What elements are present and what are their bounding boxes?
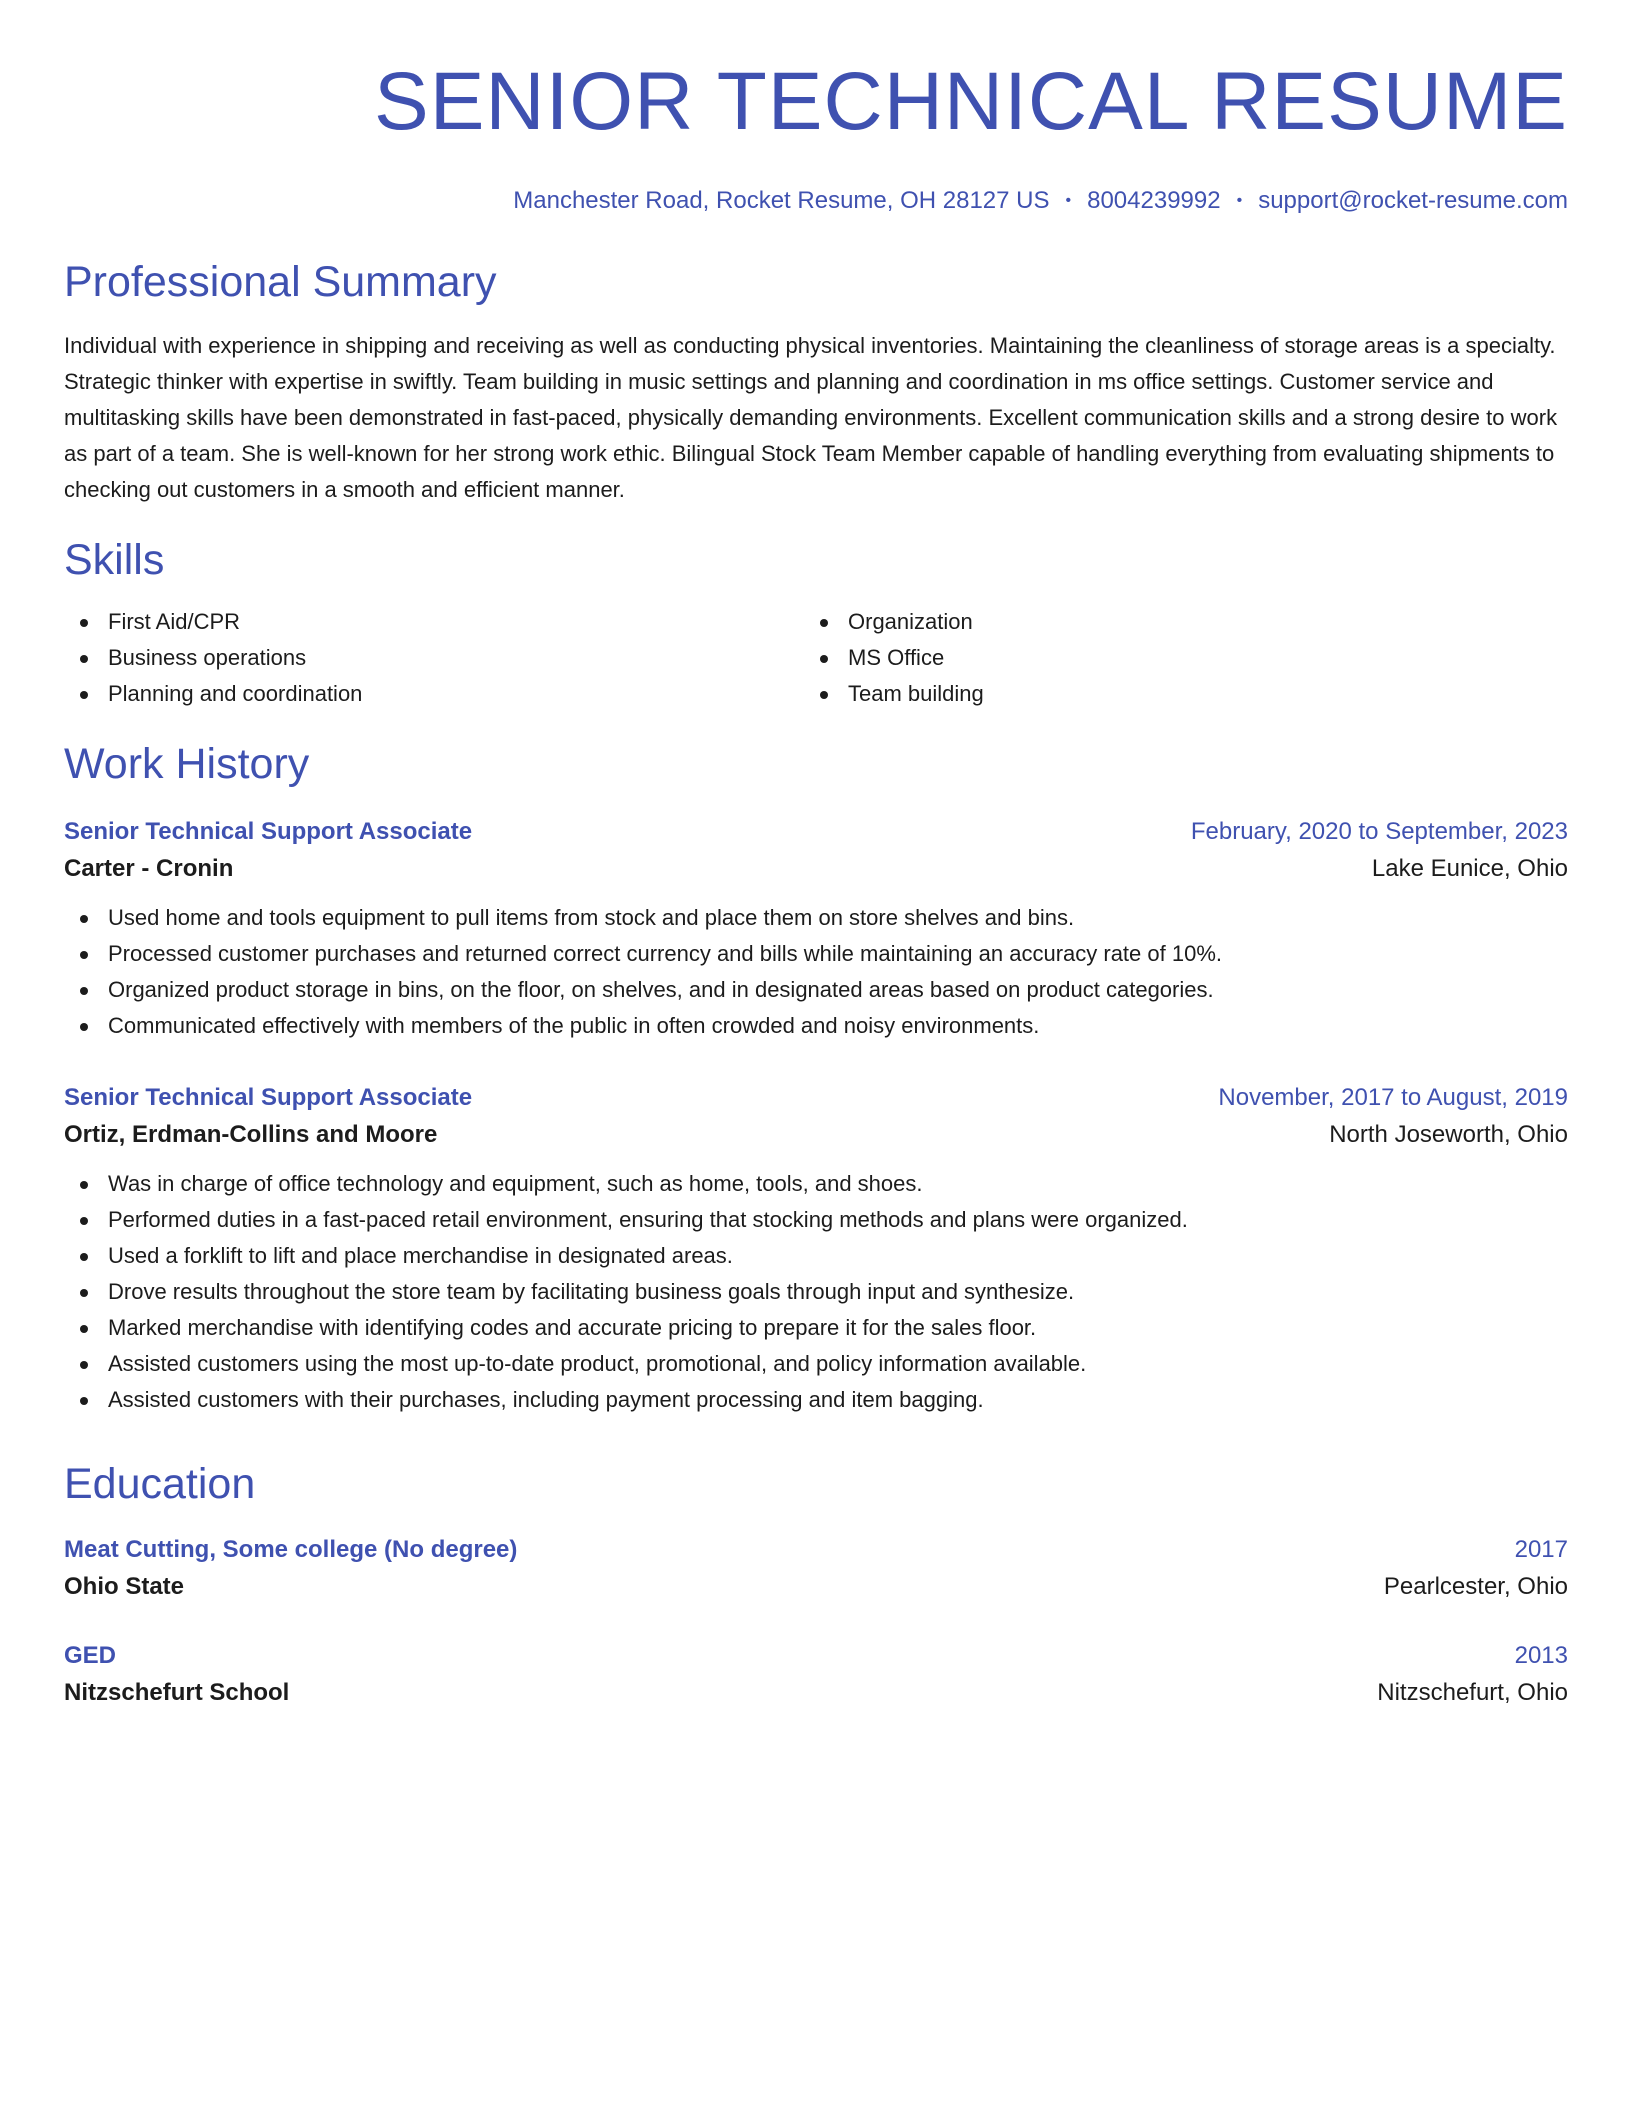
- education-section: [64, 1458, 1568, 1712]
- education-entry: [64, 1532, 1568, 1606]
- summary-section: [64, 256, 1568, 508]
- job-duty: Drove results throughout the store team by facilitating business goals through input and synthesize.: [64, 1274, 1568, 1310]
- job-company-row: [64, 850, 1568, 888]
- education-school: Ohio State: [64, 1573, 185, 1600]
- education-year: 2013: [1514, 1642, 1568, 1669]
- job-company-row: [64, 1116, 1568, 1154]
- education-school-row: [64, 1674, 1568, 1712]
- education-school-row: [64, 1568, 1568, 1606]
- contact-phone[interactable]: 8004239992: [1087, 187, 1221, 214]
- job-duty: Organized product storage in bins, on the floor, on shelves, and in designated areas based on product categories.: [64, 972, 1568, 1008]
- education-school: Nitzschefurt School: [64, 1679, 290, 1706]
- job-duties-list: [64, 900, 1568, 1044]
- job-duty: Communicated effectively with members of the public in often crowded and noisy environments.: [64, 1008, 1568, 1044]
- skill-item: Organization: [804, 604, 1544, 640]
- job-entry: [64, 1080, 1568, 1418]
- contact-separator: •: [1065, 192, 1072, 209]
- education-entry: [64, 1638, 1568, 1712]
- section-title-work-history: Work History: [64, 740, 310, 788]
- job-duty: Used home and tools equipment to pull items from stock and place them on store shelves and bins.: [64, 900, 1568, 936]
- education-location: Nitzschefurt, Ohio: [1377, 1679, 1568, 1706]
- summary-text: Individual with experience in shipping and receiving as well as conducting physical inventories. Maintaining the cleanliness of storage areas is a specialty. Strategic thinker with expertise in swiftly. Team building in music settings and planning and coordination in ms office settings. Customer service and multitasking skills have been demonstrated in fast-paced, physically demanding environments. Excellent communication skills and a strong desire to work as part of a team. She is well-known for her strong work ethic. Bilingual Stock Team Member capable of handling everything from evaluating shipments to checking out customers in a smooth and efficient manner.: [64, 333, 1558, 502]
- job-title: Senior Technical Support Associate: [64, 1084, 473, 1111]
- contact-separator: •: [1236, 192, 1243, 209]
- section-title-skills: Skills: [64, 536, 165, 584]
- work-history-section: [64, 738, 1568, 1418]
- education-header-row: [64, 1532, 1568, 1568]
- job-duties-list: [64, 1166, 1568, 1418]
- skills-columns: [64, 604, 1568, 712]
- job-dates: February, 2020 to September, 2023: [1190, 818, 1568, 845]
- education-header-row: [64, 1638, 1568, 1674]
- job-duty: Performed duties in a fast-paced retail environment, ensuring that stocking methods and plans were organized.: [64, 1202, 1568, 1238]
- job-header-row: [64, 1080, 1568, 1116]
- education-year: 2017: [1514, 1536, 1568, 1563]
- job-duty: Assisted customers with their purchases, including payment processing and item bagging.: [64, 1382, 1568, 1418]
- contact-email[interactable]: support@rocket-resume.com: [1258, 187, 1568, 214]
- education-degree: Meat Cutting, Some college (No degree): [64, 1536, 518, 1563]
- skill-item: Business operations: [64, 640, 804, 676]
- job-title: Senior Technical Support Associate: [64, 818, 473, 845]
- skill-item: Planning and coordination: [64, 676, 804, 712]
- job-duty: Processed customer purchases and returned correct currency and bills while maintaining an accuracy rate of 10%.: [64, 936, 1568, 972]
- education-degree: GED: [64, 1642, 117, 1669]
- skills-section: [64, 534, 1568, 712]
- education-location: Pearlcester, Ohio: [1383, 1573, 1568, 1600]
- job-duty: Used a forklift to lift and place merchandise in designated areas.: [64, 1238, 1568, 1274]
- job-location: North Joseworth, Ohio: [1329, 1121, 1568, 1148]
- skill-item: Team building: [804, 676, 1544, 712]
- skills-list-right: [804, 604, 1544, 712]
- contact-address: Manchester Road, Rocket Resume, OH 28127 US: [513, 187, 1050, 214]
- job-duty: Assisted customers using the most up-to-date product, promotional, and policy information available.: [64, 1346, 1568, 1382]
- section-title-education: Education: [64, 1460, 256, 1508]
- job-company: Ortiz, Erdman-Collins and Moore: [64, 1121, 438, 1148]
- job-dates: November, 2017 to August, 2019: [1218, 1084, 1568, 1111]
- skill-item: First Aid/CPR: [64, 604, 804, 640]
- job-company: Carter - Cronin: [64, 855, 234, 882]
- skills-list-left: [64, 604, 804, 712]
- job-entry: [64, 814, 1568, 1044]
- job-header-row: [64, 814, 1568, 850]
- resume-header: [64, 54, 1568, 216]
- contact-line: [64, 186, 1568, 216]
- section-title-summary: Professional Summary: [64, 258, 497, 306]
- job-duty: Was in charge of office technology and equipment, such as home, tools, and shoes.: [64, 1166, 1568, 1202]
- job-location: Lake Eunice, Ohio: [1371, 855, 1568, 882]
- resume-title: SENIOR TECHNICAL RESUME: [374, 56, 1568, 147]
- skill-item: MS Office: [804, 640, 1544, 676]
- job-duty: Marked merchandise with identifying codes and accurate pricing to prepare it for the sales floor.: [64, 1310, 1568, 1346]
